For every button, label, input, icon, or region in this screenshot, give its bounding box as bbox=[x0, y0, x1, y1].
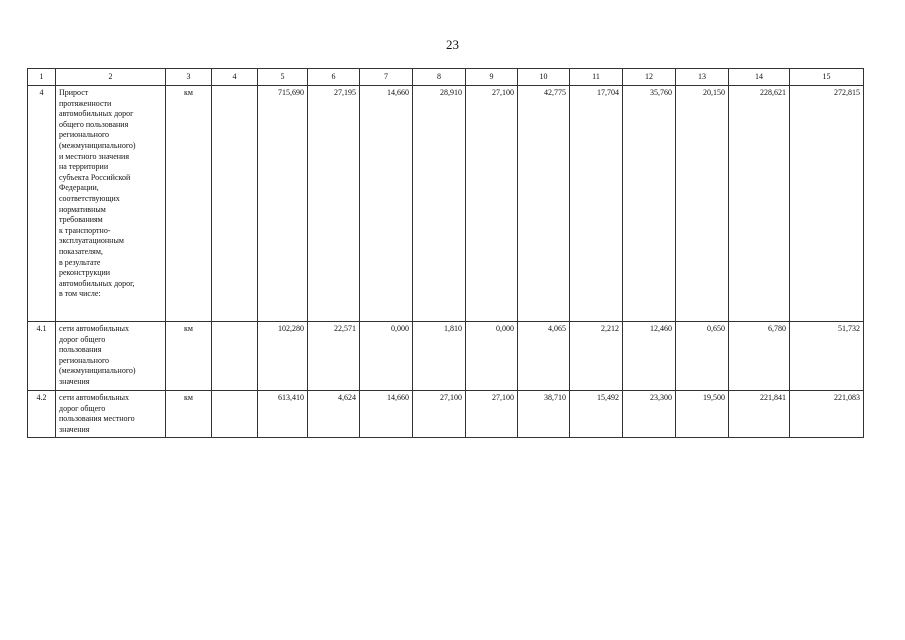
value-cell: 28,910 bbox=[413, 86, 466, 322]
value-cell: 38,710 bbox=[518, 391, 570, 438]
header-cell: 2 bbox=[56, 69, 166, 86]
value-cell: 221,083 bbox=[790, 391, 864, 438]
row-unit: км bbox=[166, 322, 212, 391]
header-cell: 4 bbox=[212, 69, 258, 86]
header-cell: 10 bbox=[518, 69, 570, 86]
value-cell: 35,760 bbox=[623, 86, 676, 322]
header-cell: 12 bbox=[623, 69, 676, 86]
value-cell: 4,065 bbox=[518, 322, 570, 391]
value-cell: 23,300 bbox=[623, 391, 676, 438]
value-cell: 19,500 bbox=[676, 391, 729, 438]
header-cell: 13 bbox=[676, 69, 729, 86]
value-cell: 0,650 bbox=[676, 322, 729, 391]
row-unit: км bbox=[166, 391, 212, 438]
data-table bbox=[27, 68, 864, 438]
value-cell: 0,000 bbox=[360, 322, 413, 391]
header-cell: 1 bbox=[28, 69, 56, 86]
header-cell: 3 bbox=[166, 69, 212, 86]
value-cell: 4,624 bbox=[308, 391, 360, 438]
value-cell: 102,280 bbox=[258, 322, 308, 391]
value-cell: 22,571 bbox=[308, 322, 360, 391]
page-number: 23 bbox=[446, 37, 459, 52]
value-cell: 20,150 bbox=[676, 86, 729, 322]
header-cell: 8 bbox=[413, 69, 466, 86]
value-cell: 27,100 bbox=[413, 391, 466, 438]
table-row bbox=[28, 322, 864, 391]
value-cell: 228,621 bbox=[729, 86, 790, 322]
table-row bbox=[28, 86, 864, 322]
table-header-row bbox=[28, 69, 864, 86]
value-cell: 51,732 bbox=[790, 322, 864, 391]
header-cell: 14 bbox=[729, 69, 790, 86]
header-cell: 9 bbox=[466, 69, 518, 86]
header-cell: 7 bbox=[360, 69, 413, 86]
value-cell: 14,660 bbox=[360, 86, 413, 322]
row-number: 4.2 bbox=[28, 391, 56, 438]
header-cell: 5 bbox=[258, 69, 308, 86]
value-cell: 0,000 bbox=[466, 322, 518, 391]
value-cell: 1,810 bbox=[413, 322, 466, 391]
value-cell: 27,195 bbox=[308, 86, 360, 322]
row-col4 bbox=[212, 322, 258, 391]
row-col4 bbox=[212, 86, 258, 322]
table-row bbox=[28, 391, 864, 438]
value-cell: 27,100 bbox=[466, 86, 518, 322]
row-name: сети автомобильных дорог общего пользования местного значения bbox=[56, 391, 166, 438]
row-number: 4.1 bbox=[28, 322, 56, 391]
header-cell: 11 bbox=[570, 69, 623, 86]
value-cell: 42,775 bbox=[518, 86, 570, 322]
value-cell: 6,780 bbox=[729, 322, 790, 391]
header-cell: 15 bbox=[790, 69, 864, 86]
value-cell: 715,690 bbox=[258, 86, 308, 322]
value-cell: 12,460 bbox=[623, 322, 676, 391]
row-name: сети автомобильных дорог общего пользования регионального (межмуниципального) значения bbox=[56, 322, 166, 391]
value-cell: 27,100 bbox=[466, 391, 518, 438]
value-cell: 272,815 bbox=[790, 86, 864, 322]
value-cell: 15,492 bbox=[570, 391, 623, 438]
row-number: 4 bbox=[28, 86, 56, 322]
value-cell: 14,660 bbox=[360, 391, 413, 438]
header-cell: 6 bbox=[308, 69, 360, 86]
value-cell: 2,212 bbox=[570, 322, 623, 391]
row-col4 bbox=[212, 391, 258, 438]
value-cell: 221,841 bbox=[729, 391, 790, 438]
value-cell: 613,410 bbox=[258, 391, 308, 438]
row-unit: км bbox=[166, 86, 212, 322]
value-cell: 17,704 bbox=[570, 86, 623, 322]
row-name: Прирост протяженности автомобильных дорог общего пользования регионального (межмуниципального) и местного значения на территории субъекта Российской Федерации, соответствующих нормативным требованиям к транспортно- эксплуатационным показателям, в результате реконструкции автомобильных дорог, в том числе: bbox=[56, 86, 166, 322]
